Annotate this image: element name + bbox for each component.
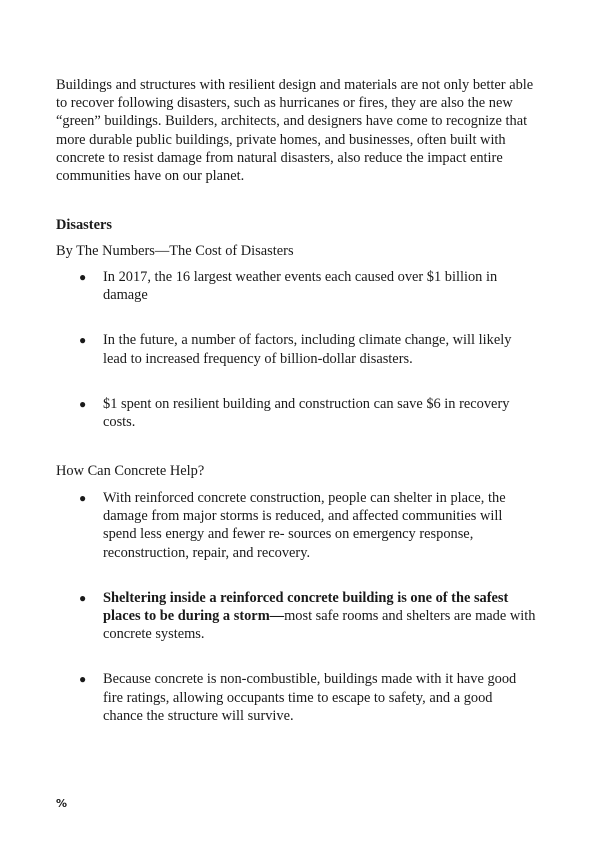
list-item [56,589,536,644]
bullet-icon: ● [79,491,87,505]
list-item-text: With reinforced concrete construction, people can shelter in place, the damage from major storms is reduced, and affected communities will spend less energy and fewer re- sources on emergency response, reconstruction, repair, and recovery. [103,490,506,561]
footer-mark: % [56,797,68,810]
list-item-text: In the future, a number of factors, including climate change, will likely lead to increased frequency of billion-dollar disasters. [103,332,512,367]
bullet-icon: ● [79,590,87,605]
bullet-icon: ● [79,270,87,284]
list-item [56,670,536,725]
section-heading-disasters: Disasters [56,217,112,233]
list-item [56,268,536,304]
list-item [56,395,536,431]
list-item [56,331,536,367]
list-item-text: $1 spent on resilient building and construction can save $6 in recovery costs. [103,395,510,431]
bullet-icon: ● [79,333,87,348]
subheading-by-the-numbers: By The Numbers—The Cost of Disasters [56,243,294,259]
list-item-bold-text: Sheltering inside a reinforced concrete building is one of the safest places to be during a storm— [103,589,509,625]
list-item-text: most safe rooms and shelters are made with concrete systems. [103,608,536,643]
numbers-bullet-list [56,268,536,458]
list-item [56,489,536,562]
list-item-text: In 2017, the 16 largest weather events each caused over $1 billion in damage [103,269,498,304]
bullet-icon: ● [79,672,87,687]
list-item-text: Because concrete is non-combustible, buildings made with it have good fire ratings, allowing occupants time to escape to safety, and a good chance the structure will survive. [103,671,517,724]
help-bullet-list [56,489,536,752]
subheading-how-concrete-helps: How Can Concrete Help? [56,463,205,479]
bullet-icon: ● [79,396,87,411]
intro-paragraph: Buildings and structures with resilient design and materials are not only better able to recover following disasters, such as hurricanes or fires, they are also the new “green” buildings. Builders, architects, and designers have come to recognize that more durable public buildings, private homes, and businesses, often built with concrete to resist damage from natural disasters, also reduce the impact entire communities have on our planet. [56,77,534,185]
